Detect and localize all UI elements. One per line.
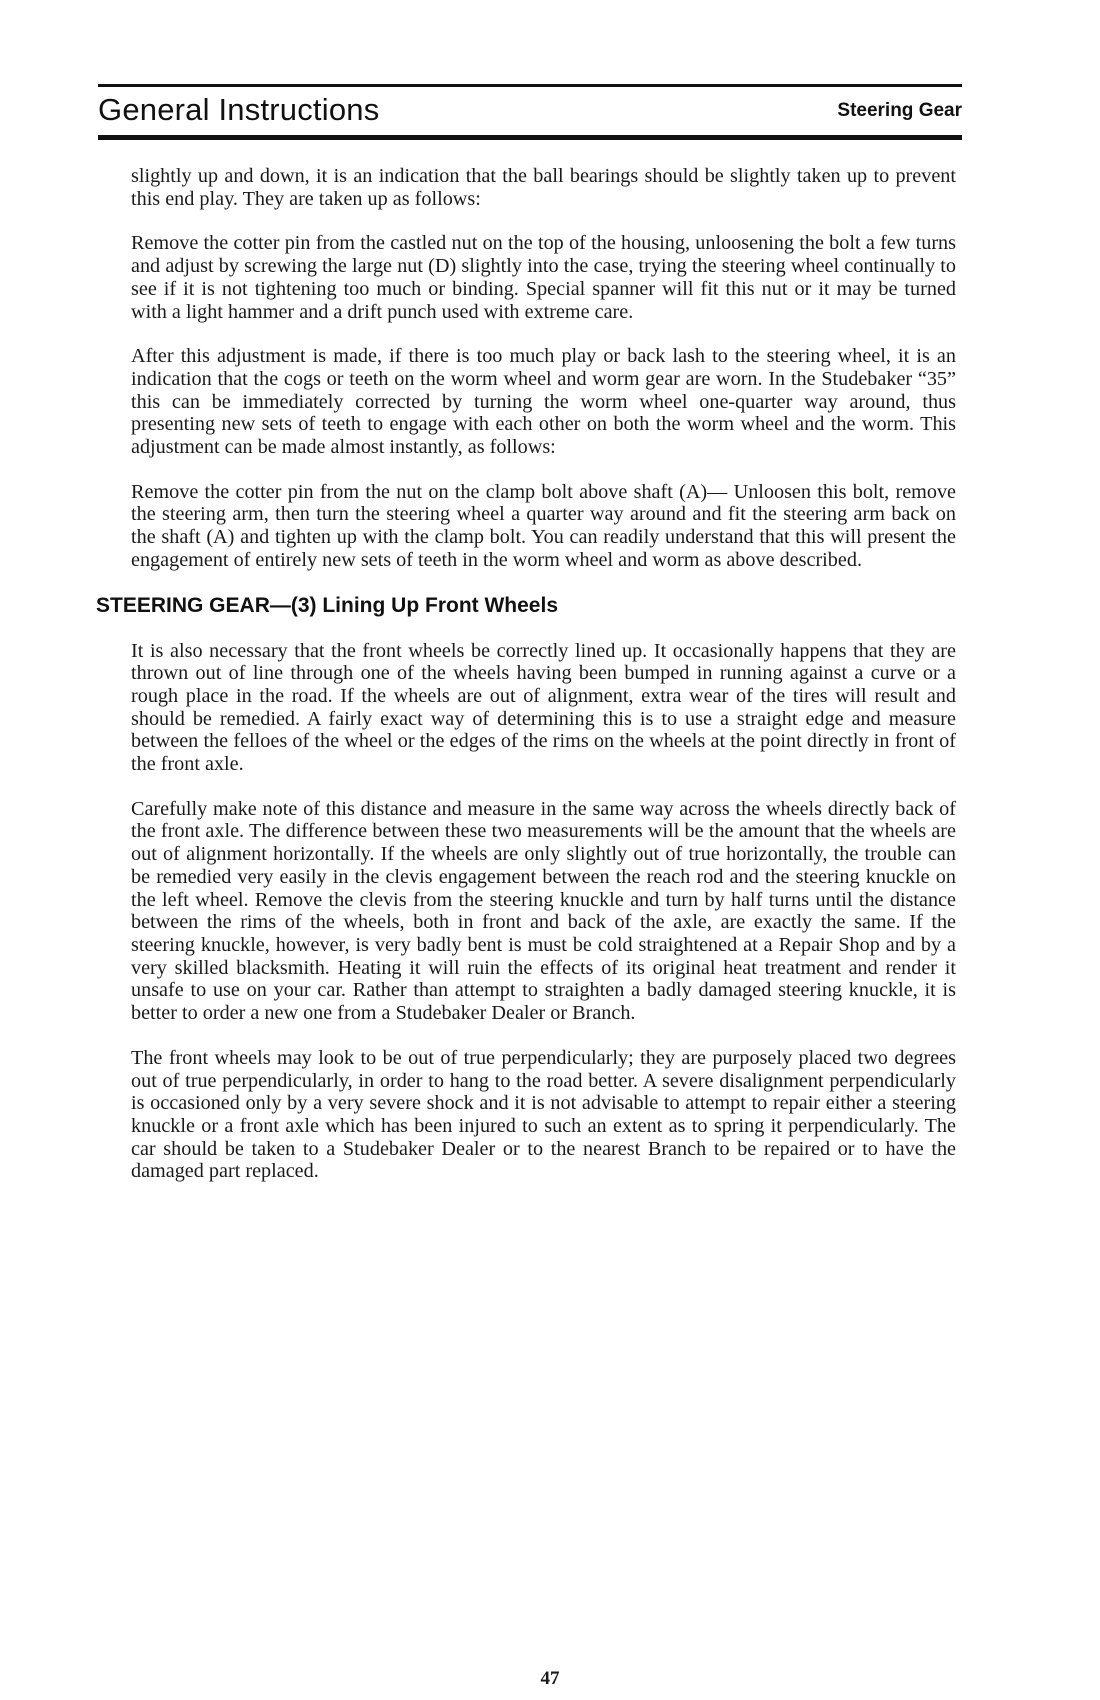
page-body	[96, 165, 956, 1205]
header-bottom-rule	[98, 135, 962, 140]
paragraph-clamp-bolt: Remove the cotter pin from the nut on the clamp bolt above shaft (A)— Unloosen this bolt, remove the steering arm, then turn the steering wheel a quarter way around and fit the steering arm back on the shaft (A) and tighten up with the clamp bolt. You can readily understand that this will present the engagement of entirely new sets of teeth in the worm wheel and worm as above described.	[131, 480, 956, 571]
paragraph-end-play: slightly up and down, it is an indication that the ball bearings should be slightly taken up to prevent this end play. They are taken up as follows:	[131, 165, 956, 210]
paragraph-back-lash: After this adjustment is made, if there is too much play or back lash to the steering wheel, it is an indication that the cogs or teeth on the worm wheel and worm gear are worn. In the Studebaker “35” this can be immediately corrected by turning the worm wheel one-quarter way around, thus presenting new sets of teeth to engage with each other on both the worm wheel and the worm. This adjustment can be made almost instantly, as follows:	[131, 345, 956, 459]
section-heading: STEERING GEAR—(3) Lining Up Front Wheels	[96, 593, 558, 617]
paragraph-cotter-pin-adjustment: Remove the cotter pin from the castled nut on the top of the housing, unloosening the bolt a few turns and adjust by screwing the large nut (D) slightly into the case, trying the steering wheel continually to see if it is not tightening too much or binding. Special spanner will fit this nut or it may be turned with a light hammer and a drift punch used with extreme care.	[131, 232, 956, 323]
paragraph-measurements: Carefully make note of this distance and measure in the same way across the wheels directly back of the front axle. The difference between these two measurements will be the amount that the wheels are out of alignment horizontally. If the wheels are only slightly out of true horizontally, the trouble can be remedied very easily in the clevis engagement between the reach rod and the steering knuckle on the left wheel. Remove the clevis from the steering knuckle and turn by half turns until the distance between the rims of the wheels, both in front and back of the axle, are exactly the same. If the steering knuckle, however, is very badly bent is must be cold straightened at a Repair Shop and by a very skilled blacksmith. Heating it will ruin the effects of its original heat treatment and render it unsafe to use on your car. Rather than attempt to straighten a badly damaged steering knuckle, it is better to order a new one from a Studebaker Dealer or Branch.	[131, 797, 956, 1025]
paragraph-lining-up: It is also necessary that the front wheels be correctly lined up. It occasionally happens that they are thrown out of line through one of the wheels having been bumped in running against a curve or a rough place in the road. If the wheels are out of alignment, extra wear of the tires will result and should be remedied. A fairly exact way of determining this is to use a straight edge and measure between the felloes of the wheel or the edges of the rims on the wheels at the point directly in front of the front axle.	[131, 639, 956, 776]
running-header-title: General Instructions	[98, 92, 380, 127]
paragraph-perpendicular: The front wheels may look to be out of true perpendicularly; they are purposely placed two degrees out of true perpendicularly, in order to hang to the road better. A severe disalignment perpendicularly is occasioned only by a very severe shock and it is not advisable to attempt to repair either a steering knuckle or a front axle which has been injured to such an extent as to spring it perpendicularly. The car should be taken to a Studebaker Dealer or to the nearest Branch to be repaired or to have the damaged part replaced.	[131, 1046, 956, 1183]
page-number: 47	[540, 1668, 560, 1689]
header-top-rule	[98, 84, 962, 87]
running-header-section: Steering Gear	[837, 100, 962, 121]
